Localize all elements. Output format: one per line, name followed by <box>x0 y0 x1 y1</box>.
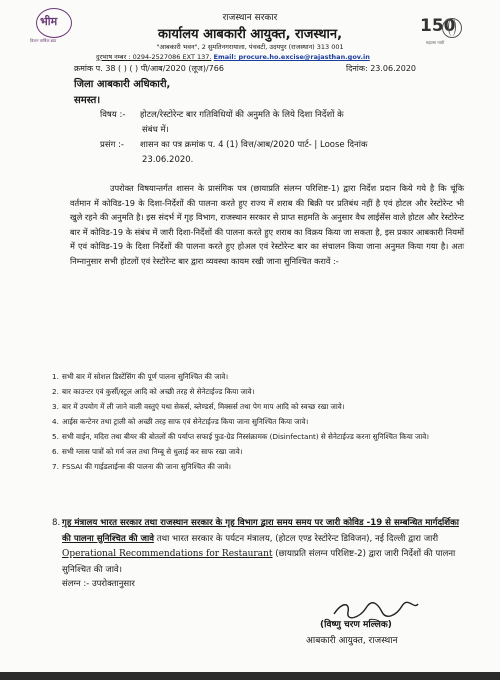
list-item: 6. सभी ग्लास पात्रों को गर्म जल तथा निम्बू से धुलाई कर साफ रखा जावे। <box>52 447 243 456</box>
reference-text-2: 23.06.2020. <box>142 155 194 165</box>
emblem-caption: महात्मा गांधी <box>426 40 445 45</box>
list-item: 1. सभी बार में सोशल डिस्टेंसिंग की पूर्ण पालना सुनिश्चित की जावे। <box>52 372 229 381</box>
recipient-line-2: समस्त। <box>74 95 101 106</box>
subject-text-2: संबंध में। <box>142 125 169 135</box>
list-item-8 <box>52 516 470 578</box>
reference-text-1: शासन का पत्र क्रमांक प. 4 (1) वित्त/आब/2020 पार्ट- | Loose दिनांक <box>140 140 368 150</box>
item-8-highlight: गृह मंत्रालय भारत सरकार तथा राजस्थान सरकार के गृह विभाग द्वारा समय समय पर जारी कोविड -19 से सम्बन्धित मार्गदर्शिका की पालना सुनिश्चित की जावे <box>62 518 459 544</box>
list-item: 2. बार काउन्टर एवं कुर्सी/स्टूल आदि को अच्छी तरह से सेनेटाईज्ड किया जावे। <box>52 387 255 396</box>
office-address: "आबकारी भवन", 2 सुमतिनगरायाला, पंचवटी, उदयपुर (राजस्थान) 313 001 <box>156 43 344 51</box>
list-item: 5. सभी वाईन, मदिरा तथा बीयर की बोतलों की पर्याप्त सफाई फुड-ग्रेड निस्संक्रामक (Disinfectant) से सेनेटाईज्ड करना सुनिश्चित किया जावे। <box>52 432 429 441</box>
item-8-number: 8. <box>52 518 61 528</box>
item-8-english-title: Operational Recommendations for Restaurant <box>62 549 273 560</box>
reference-number: क्रमांक प. 38 ( ) ( ) पी/आब/2020 (लूज)/766 <box>74 64 224 73</box>
contact-line <box>96 52 370 61</box>
instruction-list <box>52 369 472 474</box>
list-item: 4. आईस कन्टेनर तथा ट्राली को अच्छी तरह साफ एवं सेनेटाईज्ड किया जाना सुनिश्चित किया जावे। <box>52 417 309 426</box>
logo-caption: विजन वार्षिक ब्रांड <box>30 38 57 43</box>
subject-block <box>100 108 460 138</box>
office-title: कार्यालय आबकारी आयुक्त, राजस्थान, <box>157 27 343 42</box>
item-8-part-d: (छायाप्रति संलग्न परिशिष्ट-2) द्वारा जारी निर्देशों की पालना सुनिश्चित की जावे। <box>62 549 456 575</box>
reference-label: प्रसंग :- <box>100 140 125 150</box>
state-name: राजस्थान सरकार <box>222 13 278 23</box>
item-8-text <box>52 516 470 578</box>
subject-text-1: होटल/रेस्टोरेन्ट बार गतिविधियों की अनुमति के लिये दिशा निर्देशों के <box>140 110 344 120</box>
email-address: Email: procure.ho.excise@rajasthan.gov.in <box>213 53 370 61</box>
body-paragraph: उपरोक्त विषयान्तर्गत शासन के प्रासंगिक पत्र (छायाप्रति संलग्न परिशिष्ट-1) द्वारा निर्देश प्रदान किये गये है कि चूंकि वर्तमान में कोविड-19 के दिशा-निर्देशों की पालना करते हुए राज्य में शराब की बिक्री पर प्रतिबंध नहीं है एवं होटल और रेस्टोरेन्ट भी खुले रहने की अनुमति है। इस संदर्भ में गृह विभाग, राजस्थान सरकार से प्राप्त सहमति के अनुसार वैध लाईसेंस वाले होटल और रेस्टोरेन्ट बार में कोविड-19 के संबंध में जारी दिशा-निर्देशों की पालना करते हुए शराब का विक्रय किया जा सकता है, इस प्रकार आबकारी नियमों में एवं कोविड-19 के दिशा निर्देशों की पालना करते हुए होअल एवं रेस्टोरेन्ट बार का संचालन किया जाना अनुमत किया गया है। अतः निम्नानुसार सभी होटलों एवं रेस्टोरेन्ट बार द्वारा व्यवस्था कायम रखी जाना सुनिश्चित करावें :- <box>70 183 464 266</box>
phone-number: दूरभाष नम्बर : 0294-2527086 EXT 137. <box>96 53 212 61</box>
item-8-part-b: तथा भारत सरकार के पर्यटन मंत्रालय, (होटल एण्ड रेस्टोरेन्ट डिविजन), नई दिल्ली द्वारा जारी <box>153 533 439 544</box>
letter-date: दिनांक: 23.06.2020 <box>346 64 417 73</box>
reference-block <box>100 138 460 168</box>
recipient-line-1: जिला आबकारी अधिकारी, <box>74 79 171 90</box>
list-item: 3. बार में उपयोग में ली जाने वाली वस्तुएं यथा सेकर्स, ब्लेण्डर्स, मिक्सर्स तथा पेग माप आदि को स्वच्छ रखा जावे। <box>52 402 345 411</box>
subject-label: विषय :- <box>100 110 126 120</box>
list-item: 7. FSSAI की गाईडलाईन्स की पालना की जाना सुनिश्चित की जावे। <box>52 462 232 471</box>
enclosure-note: संलग्न :- उपरोक्तानुसार <box>62 579 135 589</box>
signatory-name: (विष्णु चरण मल्लिक) <box>320 620 392 630</box>
signatory-designation: आबकारी आयुक्त, राजस्थान <box>306 636 398 646</box>
emblem-number: 150 <box>420 16 456 36</box>
logo-text: भीम <box>40 15 58 28</box>
